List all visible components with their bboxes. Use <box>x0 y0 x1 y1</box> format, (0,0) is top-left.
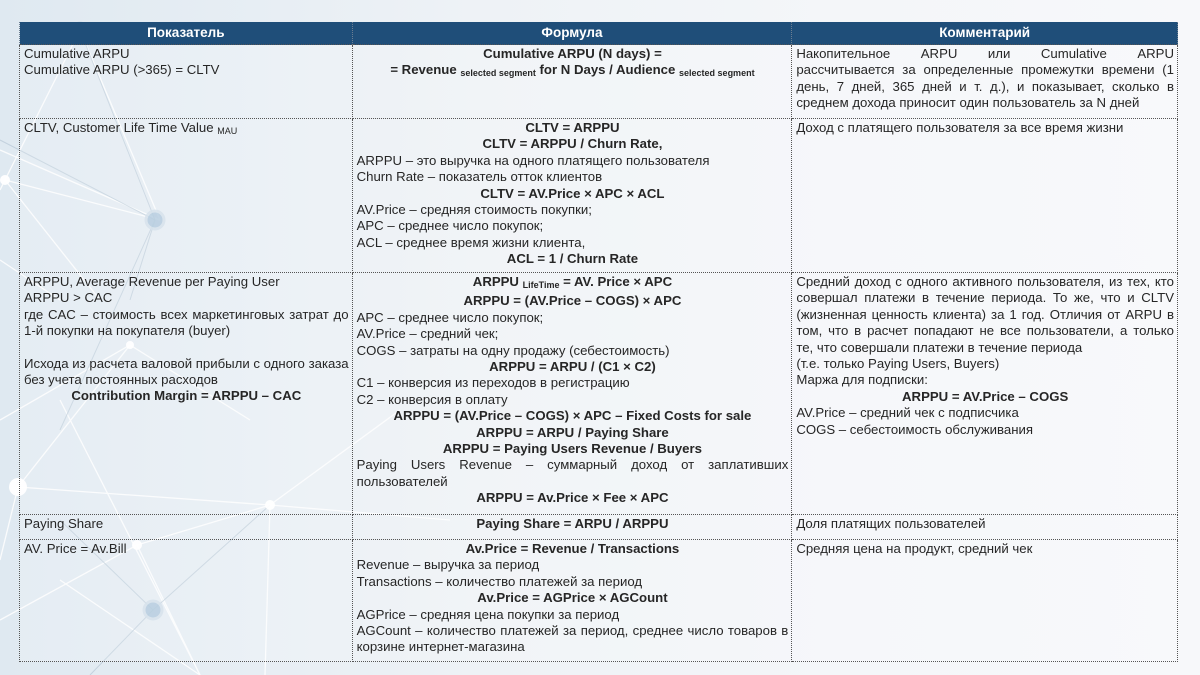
comment-line <box>796 46 1174 62</box>
column-header-indicator: Показатель <box>20 22 353 45</box>
comment-word: или <box>987 46 1011 61</box>
indicator-text: CLTV, Customer Life Time Value <box>24 120 218 135</box>
comment-margin-formula: ARPPU = AV.Price – COGS <box>902 388 1069 404</box>
indicator-subscript: MAU <box>217 126 238 136</box>
formula-subscript: LifeTime <box>522 280 560 290</box>
formula-cell <box>352 119 792 273</box>
table-header-row <box>20 22 1178 45</box>
indicator-paragraph: где CAC – стоимость всех маркетинговых затрат до 1-й покупки на покупателя (buyer) <box>24 306 349 339</box>
formula-fragment: for N Days / Audience <box>535 62 680 78</box>
comment-text: Доля платящих пользователей <box>796 516 986 531</box>
comment-cell <box>792 540 1178 662</box>
comment-text: Средняя цена на продукт, средний чек <box>796 541 1033 556</box>
formula-definition: Revenue – выручка за период <box>356 557 540 573</box>
formula-line <box>357 274 789 293</box>
formula-definition: AV.Price – средняя стоимость покупки; <box>356 202 592 218</box>
formula-line: ARPPU = ARPU / Paying Share <box>476 424 669 440</box>
formula-definition: APC – среднее число покупок; <box>356 218 544 234</box>
formula-subscript: selected segment <box>460 68 536 79</box>
comment-word: ARPU <box>920 46 958 61</box>
indicator-line: Cumulative ARPU <box>24 46 130 61</box>
indicator-line: Paying Share <box>24 516 104 531</box>
indicator-formula: Contribution Margin = ARPPU – CAC <box>71 388 302 404</box>
indicator-cell <box>20 45 353 119</box>
comment-cell <box>792 273 1178 515</box>
formula-definition: C1 – конверсия из переходов в регистрацию <box>356 375 630 391</box>
comment-margin-label: Маржа для подписки: <box>796 372 928 388</box>
comment-cell <box>792 45 1178 119</box>
formula-line: Av.Price = Revenue / Transactions <box>465 541 680 556</box>
formula-line: ACL = 1 / Churn Rate <box>506 251 639 267</box>
comment-definition: COGS – себестоимость обслуживания <box>796 421 1034 437</box>
formula-fragment: = AV. Price × APC <box>559 274 673 289</box>
formula-definition: AGPrice – средняя цена покупки за период <box>356 606 620 622</box>
formula-definition: C2 – конверсия в оплату <box>356 391 508 407</box>
formula-line: Cumulative ARPU (N days) = <box>483 46 662 61</box>
formula-line: CLTV = ARPPU / Churn Rate, <box>482 136 663 152</box>
metrics-table <box>19 22 1178 662</box>
indicator-cell <box>20 119 353 273</box>
formula-definition: ACL – среднее время жизни клиента, <box>356 234 586 250</box>
comment-paragraph-end: (т.е. только Paying Users, Buyers) <box>796 356 1000 372</box>
formula-definition: AV.Price – средний чек; <box>356 326 499 342</box>
formula-line: Av.Price = AGPrice × AGCount <box>477 590 668 606</box>
table-row-cumulative-arpu <box>20 45 1178 119</box>
table-row-av-price <box>20 540 1178 662</box>
indicator-cell <box>20 515 353 540</box>
formula-definition: Paying Users Revenue – суммарный доход от заплативших пользователей <box>356 457 789 489</box>
formula-line <box>357 62 789 81</box>
formula-line: ARPPU = ARPU / (C1 × C2) <box>489 359 656 375</box>
formula-cell <box>352 273 792 515</box>
formula-cell <box>352 515 792 540</box>
formula-definition: Churn Rate – показатель отток клиентов <box>356 169 603 185</box>
comment-word: Cumulative <box>1040 46 1107 61</box>
formula-line: Paying Share = ARPU / ARPPU <box>476 516 669 531</box>
indicator-line: ARPPU, Average Revenue per Paying User <box>24 274 280 289</box>
column-header-comment: Комментарий <box>792 22 1178 45</box>
indicator-line: ARPPU > CAC <box>24 290 113 306</box>
table-row-arppu <box>20 273 1178 515</box>
formula-line: CLTV = ARPPU <box>525 120 620 135</box>
table-row-paying-share <box>20 515 1178 540</box>
formula-definition: COGS – затраты на одну продажу (себестоимость) <box>356 342 670 358</box>
formula-line: ARPPU = (AV.Price – COGS) × APC – Fixed Costs for sale <box>393 408 752 424</box>
indicator-line: AV. Price = Av.Bill <box>24 541 127 556</box>
comment-text: рассчитывается за определенные промежутки времени (1 день, 7 дней, 365 дней и т. д.), и показывает, сколько в среднем дохода приносит один пользователь за N дней <box>796 62 1174 111</box>
comment-cell <box>792 119 1178 273</box>
comment-cell <box>792 515 1178 540</box>
indicator-line <box>24 120 349 139</box>
formula-line: ARPPU = Paying Users Revenue / Buyers <box>442 441 702 457</box>
spacer <box>24 340 349 356</box>
indicator-paragraph: Исхода из расчета валовой прибыли с одного заказа без учета постоянных расходов <box>24 355 349 388</box>
formula-definition: ARPPU – это выручка на одного платящего пользователя <box>356 152 710 168</box>
column-header-formula: Формула <box>352 22 792 45</box>
comment-definition: AV.Price – средний чек с подписчика <box>796 405 1019 421</box>
comment-word: Накопительное <box>796 46 891 61</box>
indicator-cell <box>20 273 353 515</box>
comment-text: Доход с платящего пользователя за все время жизни <box>796 120 1124 135</box>
indicator-line: Cumulative ARPU (>365) = CLTV <box>24 62 220 78</box>
formula-line: CLTV = AV.Price × APC × ACL <box>480 185 665 201</box>
formula-fragment: = Revenue <box>390 62 457 78</box>
formula-definition: Transactions – количество платежей за период <box>356 573 643 589</box>
formula-subscript: selected segment <box>679 68 755 79</box>
formula-cell <box>352 45 792 119</box>
table-row-cltv <box>20 119 1178 273</box>
formula-fragment: ARPPU <box>472 274 523 289</box>
comment-word: ARPU <box>1137 46 1174 61</box>
comment-paragraph: Средний доход с одного активного пользователя, из тех, кто совершал платежи в течение периода. То же, что и CLTV (жизненная ценность клиента) за 1 год. Отличия от ARPU в том, что в расчет попадают не все пользователи, а только те, что совершали платежи в течение периода <box>796 274 1174 355</box>
formula-line: ARPPU = (AV.Price – COGS) × APC <box>463 293 682 309</box>
formula-line: ARPPU = Av.Price × Fee × APC <box>476 490 669 506</box>
formula-definition: AGCount – количество платежей за период, среднее число товаров в корзине интернет-магазина <box>356 623 789 655</box>
formula-definition: APC – среднее число покупок; <box>356 309 544 325</box>
formula-cell <box>352 540 792 662</box>
indicator-cell <box>20 540 353 662</box>
